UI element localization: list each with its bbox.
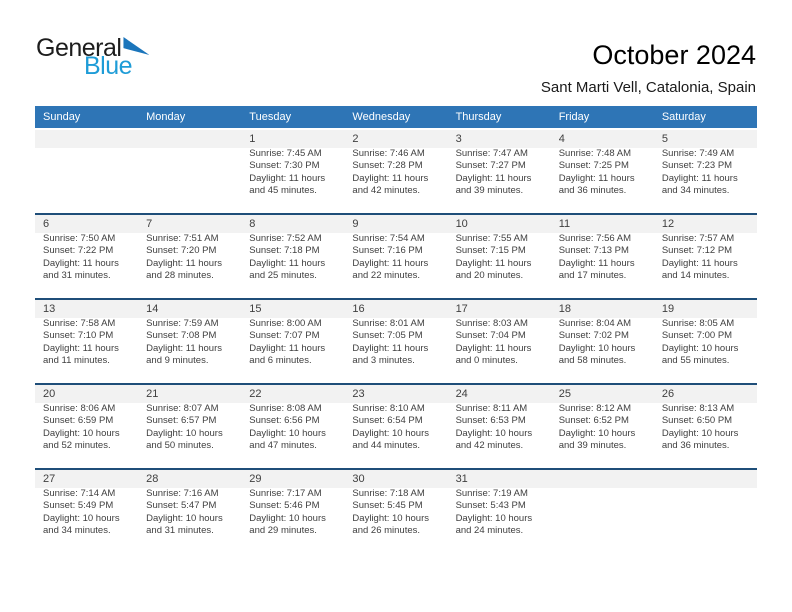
sunrise-line: Sunrise: 8:04 AM [558,318,632,329]
day-number: 23 [344,385,447,403]
day-number: 21 [138,385,241,403]
logo-text-general: General [36,34,122,62]
sunrise-line: Sunrise: 8:11 AM [455,403,528,414]
sunset-line: Sunset: 6:57 PM [146,415,217,427]
weekday-header-thursday: Thursday [455,111,502,123]
daylight-line: Daylight: 11 hours and 9 minutes. [146,342,223,367]
sunset-line: Sunset: 5:46 PM [249,500,320,512]
sunrise-line: Sunrise: 7:19 AM [455,488,528,499]
day-cell-16 [344,300,447,383]
general-blue-logo [36,36,149,79]
sunrise-line: Sunrise: 8:03 AM [455,318,528,329]
daylight-line: Daylight: 11 hours and 39 minutes. [455,172,532,197]
sunrise-line: Sunrise: 8:10 AM [352,403,425,414]
day-cell-6 [35,215,138,298]
day-cell-14 [138,300,241,383]
daylight-line: Daylight: 11 hours and 42 minutes. [352,172,429,197]
logo-text-blue: Blue [84,52,133,80]
day-number: 16 [344,300,447,318]
day-cell-5 [654,130,757,213]
day-number: 8 [241,215,344,233]
sunrise-line: Sunrise: 7:45 AM [249,148,322,159]
sunrise-line: Sunrise: 7:46 AM [352,148,425,159]
day-number: 27 [35,470,138,488]
day-cell-20 [35,385,138,468]
day-number: 3 [448,130,551,148]
day-cell-29 [241,470,344,553]
day-number: 10 [448,215,551,233]
day-number: 19 [654,300,757,318]
sunset-line: Sunset: 6:53 PM [455,415,526,427]
sunrise-line: Sunrise: 7:54 AM [352,233,425,244]
day-cell-13 [35,300,138,383]
weekday-header-saturday: Saturday [661,111,706,123]
sunset-line: Sunset: 5:45 PM [352,500,423,512]
day-number: 17 [448,300,551,318]
day-number: 30 [344,470,447,488]
day-number: 4 [551,130,654,148]
calendar-table [35,106,757,553]
empty-day-cell [35,130,138,213]
weekday-header-wednesday: Wednesday [352,111,411,123]
sunset-line: Sunset: 7:04 PM [455,330,526,342]
day-cell-27 [35,470,138,553]
page-subtitle: Sant Marti Vell, Catalonia, Spain [540,79,756,96]
sunset-line: Sunset: 6:59 PM [43,415,114,427]
daylight-line: Daylight: 10 hours and 36 minutes. [661,427,739,452]
daylight-line: Daylight: 11 hours and 34 minutes. [661,172,738,197]
daylight-line: Daylight: 11 hours and 17 minutes. [558,257,635,282]
daylight-line: Daylight: 10 hours and 34 minutes. [43,512,120,537]
sunrise-line: Sunrise: 8:08 AM [249,403,322,414]
day-cell-1 [241,130,344,213]
empty-day-cell [551,470,654,553]
sunrise-line: Sunrise: 7:49 AM [661,148,735,159]
calendar-weeks [35,128,757,553]
week-row [35,213,757,298]
day-cell-8 [241,215,344,298]
sunset-line: Sunset: 5:47 PM [146,500,217,512]
weekday-header-friday: Friday [558,111,590,123]
day-number: 25 [551,385,654,403]
day-cell-25 [551,385,654,468]
sunset-line: Sunset: 7:12 PM [661,245,733,257]
daylight-line: Daylight: 10 hours and 39 minutes. [558,427,636,452]
sunrise-line: Sunrise: 7:14 AM [43,488,116,499]
sunset-line: Sunset: 5:49 PM [43,500,114,512]
day-number: 29 [241,470,344,488]
day-cell-19 [654,300,757,383]
sunrise-line: Sunrise: 7:16 AM [146,488,219,499]
week-row [35,128,757,213]
day-cell-31 [448,470,551,553]
title-block [541,36,756,96]
daylight-line: Daylight: 10 hours and 55 minutes. [661,342,739,367]
day-cell-22 [241,385,344,468]
sunrise-line: Sunrise: 7:17 AM [249,488,322,499]
day-cell-15 [241,300,344,383]
sunrise-line: Sunrise: 7:55 AM [455,233,528,244]
weekday-header-tuesday: Tuesday [249,111,292,123]
daylight-line: Daylight: 11 hours and 0 minutes. [455,342,532,367]
daylight-line: Daylight: 10 hours and 50 minutes. [146,427,223,452]
daylight-line: Daylight: 11 hours and 22 minutes. [352,257,429,282]
day-number: 26 [654,385,757,403]
empty-day-cell [138,130,241,213]
daylight-line: Daylight: 11 hours and 11 minutes. [43,342,119,367]
sunrise-line: Sunrise: 8:07 AM [146,403,219,414]
day-number: 15 [241,300,344,318]
sunrise-line: Sunrise: 7:47 AM [455,148,528,159]
day-number: 31 [448,470,551,488]
day-cell-4 [551,130,654,213]
sunset-line: Sunset: 6:52 PM [558,415,629,427]
day-number: 1 [241,130,344,148]
daylight-line: Daylight: 10 hours and 58 minutes. [558,342,636,367]
daylight-line: Daylight: 10 hours and 52 minutes. [43,427,120,452]
day-cell-18 [551,300,654,383]
sunrise-line: Sunrise: 7:58 AM [43,318,116,329]
day-cell-17 [448,300,551,383]
day-number: 5 [654,130,757,148]
day-cell-24 [448,385,551,468]
sunset-line: Sunset: 6:56 PM [249,415,320,427]
sunset-line: Sunset: 7:18 PM [249,245,320,257]
sunset-line: Sunset: 7:02 PM [558,330,629,342]
day-cell-10 [448,215,551,298]
sunrise-line: Sunrise: 8:13 AM [661,403,735,414]
day-number: 9 [344,215,447,233]
daylight-line: Daylight: 11 hours and 20 minutes. [455,257,532,282]
sunset-line: Sunset: 7:13 PM [558,245,629,257]
daylight-line: Daylight: 11 hours and 28 minutes. [146,257,223,282]
day-cell-26 [654,385,757,468]
sunset-line: Sunset: 7:23 PM [661,160,733,172]
sunset-line: Sunset: 7:30 PM [249,160,320,172]
daylight-line: Daylight: 10 hours and 44 minutes. [352,427,429,452]
day-number: 24 [448,385,551,403]
sunset-line: Sunset: 7:22 PM [43,245,114,257]
day-cell-30 [344,470,447,553]
sunrise-line: Sunrise: 7:59 AM [146,318,219,329]
sunrise-line: Sunrise: 7:52 AM [249,233,322,244]
day-cell-7 [138,215,241,298]
day-cell-9 [344,215,447,298]
sunrise-line: Sunrise: 8:00 AM [249,318,322,329]
day-cell-2 [344,130,447,213]
day-number: 28 [138,470,241,488]
day-number [138,130,241,148]
day-number: 18 [551,300,654,318]
sunset-line: Sunset: 7:28 PM [352,160,423,172]
daylight-line: Daylight: 11 hours and 6 minutes. [249,342,326,367]
weekday-header-row [35,106,757,128]
sunset-line: Sunset: 5:43 PM [455,500,526,512]
daylight-line: Daylight: 11 hours and 14 minutes. [661,257,738,282]
sunset-line: Sunset: 7:25 PM [558,160,629,172]
day-number: 20 [35,385,138,403]
daylight-line: Daylight: 11 hours and 3 minutes. [352,342,429,367]
day-cell-11 [551,215,654,298]
day-number: 11 [551,215,654,233]
day-number: 12 [654,215,757,233]
sunrise-line: Sunrise: 7:57 AM [661,233,735,244]
sunrise-line: Sunrise: 8:01 AM [352,318,425,329]
sunrise-line: Sunrise: 8:05 AM [661,318,735,329]
sunset-line: Sunset: 7:07 PM [249,330,320,342]
sunset-line: Sunset: 7:10 PM [43,330,114,342]
weekday-header-monday: Monday [146,111,186,123]
daylight-line: Daylight: 11 hours and 25 minutes. [249,257,326,282]
week-row [35,383,757,468]
week-row [35,298,757,383]
sunrise-line: Sunrise: 7:18 AM [352,488,425,499]
day-cell-28 [138,470,241,553]
sunrise-line: Sunrise: 7:50 AM [43,233,116,244]
sunset-line: Sunset: 7:27 PM [455,160,526,172]
week-row [35,468,757,553]
day-number [551,470,654,488]
sunset-line: Sunset: 6:54 PM [352,415,423,427]
sunset-line: Sunset: 6:50 PM [661,415,733,427]
daylight-line: Daylight: 11 hours and 45 minutes. [249,172,326,197]
sunset-line: Sunset: 7:15 PM [455,245,526,257]
sunrise-line: Sunrise: 7:48 AM [558,148,632,159]
page-title: October 2024 [592,40,756,70]
day-number: 6 [35,215,138,233]
day-number: 13 [35,300,138,318]
sunset-line: Sunset: 7:08 PM [146,330,217,342]
day-cell-21 [138,385,241,468]
day-number: 2 [344,130,447,148]
day-cell-3 [448,130,551,213]
sunset-line: Sunset: 7:20 PM [146,245,217,257]
day-number [35,130,138,148]
weekday-header-sunday: Sunday [43,111,81,123]
daylight-line: Daylight: 10 hours and 47 minutes. [249,427,326,452]
daylight-line: Daylight: 10 hours and 29 minutes. [249,512,326,537]
sunrise-line: Sunrise: 8:12 AM [558,403,632,414]
sunset-line: Sunset: 7:16 PM [352,245,423,257]
daylight-line: Daylight: 10 hours and 31 minutes. [146,512,223,537]
daylight-line: Daylight: 10 hours and 24 minutes. [455,512,533,537]
sunset-line: Sunset: 7:05 PM [352,330,423,342]
top-bar [0,0,792,100]
empty-day-cell [654,470,757,553]
day-number: 22 [241,385,344,403]
daylight-line: Daylight: 11 hours and 36 minutes. [558,172,635,197]
daylight-line: Daylight: 10 hours and 26 minutes. [352,512,429,537]
daylight-line: Daylight: 11 hours and 31 minutes. [43,257,119,282]
sunrise-line: Sunrise: 8:06 AM [43,403,116,414]
day-number [654,470,757,488]
sunset-line: Sunset: 7:00 PM [661,330,733,342]
day-number: 7 [138,215,241,233]
sunrise-line: Sunrise: 7:56 AM [558,233,632,244]
sunrise-line: Sunrise: 7:51 AM [146,233,219,244]
day-cell-12 [654,215,757,298]
daylight-line: Daylight: 10 hours and 42 minutes. [455,427,533,452]
day-cell-23 [344,385,447,468]
day-number: 14 [138,300,241,318]
